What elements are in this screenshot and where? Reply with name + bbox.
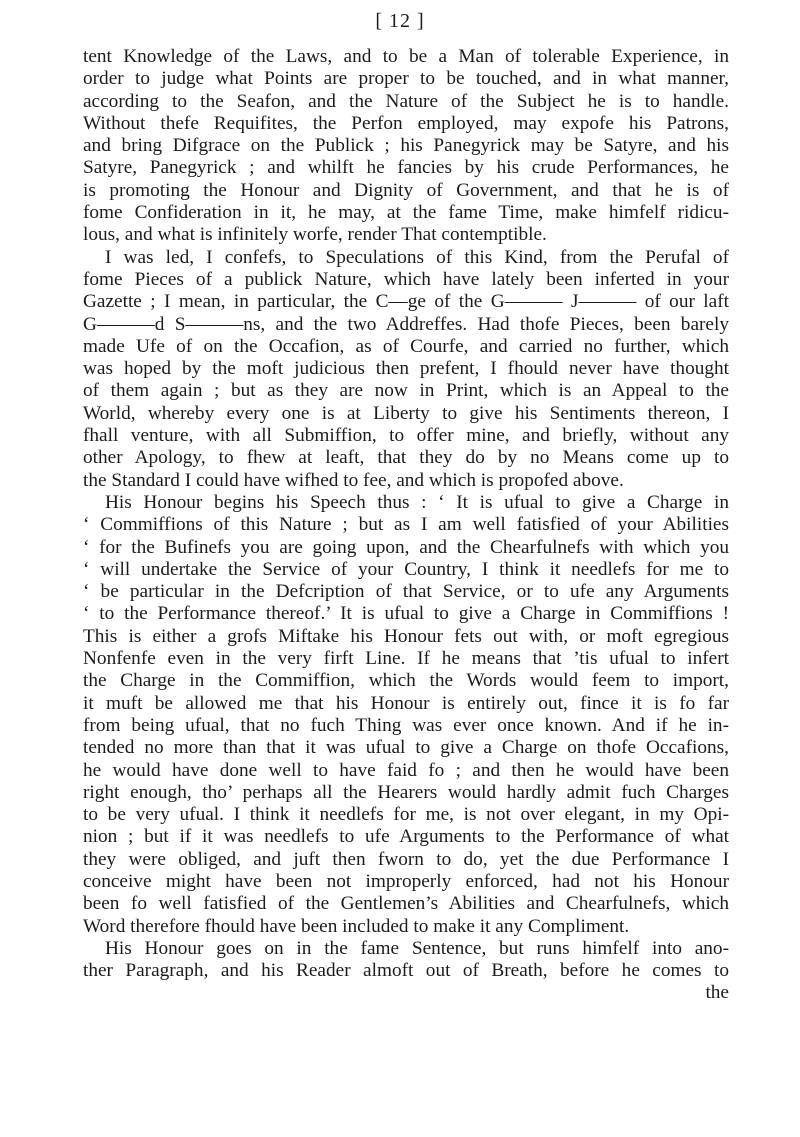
quoted-line: ‘ will undertake the Service of your Country, I think it needlefs for me to: [83, 558, 729, 580]
text-line: Satyre, Panegyrick ; and whilft he fancies by his crude Performances, he: [83, 157, 729, 179]
page-number: [ 12 ]: [375, 10, 425, 32]
text-line: they were obliged, and juft then fworn to do, yet the due Performance I: [83, 848, 729, 870]
text-line: G———d S———ns, and the two Addreffes. Had thofe Pieces, been barely: [83, 313, 729, 335]
paragraph-start-line: His Honour begins his Speech thus : ‘ It is ufual to give a Charge in: [105, 491, 729, 513]
text-line: fome Confideration in it, he may, at the fame Time, make himfelf ridicu-: [83, 202, 729, 224]
text-line: made Ufe of on the Occafion, as of Courfe, and carried no further, which: [83, 335, 729, 357]
text-line: nion ; but if it was needlefs to ufe Arguments to the Performance of what: [83, 826, 729, 848]
catchword: the: [705, 982, 729, 1004]
text-line: of them again ; but as they are now in Print, which is an Appeal to the: [83, 380, 729, 402]
text-line: from being ufual, that no fuch Thing was ever once known. And if he in-: [83, 714, 729, 736]
text-line: This is either a grofs Miftake his Honour fets out with, or moft egregious: [83, 625, 729, 647]
text-line: Nonfenfe even in the very firft Line. If he means that ’tis ufual to infert: [83, 648, 729, 670]
text-line: fhall venture, with all Submiffion, to offer mine, and briefly, without any: [83, 425, 729, 447]
text-line: the Charge in the Commiffion, which the Words would feem to import,: [83, 670, 729, 692]
quoted-line: ‘ to the Performance thereof.’ It is ufual to give a Charge in Commiffions !: [83, 603, 729, 625]
paragraph-start-line: I was led, I confefs, to Speculations of this Kind, from the Perufal of: [105, 246, 729, 268]
text-line: conceive might have been not improperly enforced, had not his Honour: [83, 870, 729, 892]
body-text: [83, 46, 729, 1005]
text-line: lous, and what is infinitely worfe, render That contemptible.: [83, 224, 547, 246]
text-line: World, whereby every one is at Liberty to give his Sentiments thereon, I: [83, 402, 729, 424]
text-line: Gazette ; I mean, in particular, the C—ge of the G——— J——— of our laft: [83, 291, 729, 313]
text-line: Without thefe Requifites, the Perfon employed, may expofe his Patrons,: [83, 112, 729, 134]
text-line: ther Paragraph, and his Reader almoft out of Breath, before he comes to: [83, 960, 729, 982]
text-line: other Apology, to fhew at leaft, that they do by no Means come up to: [83, 447, 729, 469]
quoted-line: ‘ be particular in the Defcription of that Service, or to ufe any Arguments: [83, 581, 729, 603]
text-line: is promoting the Honour and Dignity of Government, and that he is of: [83, 179, 729, 201]
text-line: he would have done well to have faid fo ; and then he would have been: [83, 759, 729, 781]
text-line: according to the Seafon, and the Nature of the Subject he is to handle.: [83, 90, 729, 112]
quoted-line: ‘ Commiffions of this Nature ; but as I am well fatisfied of your Abilities: [83, 514, 729, 536]
text-line: been fo well fatisfied of the Gentlemen’s Abilities and Chearfulnefs, which: [83, 893, 729, 915]
text-line: fome Pieces of a publick Nature, which have lately been inferted in your: [83, 268, 729, 290]
text-line: to be very ufual. I think it needlefs for me, is not over elegant, in my Opi-: [83, 804, 729, 826]
text-line: tended no more than that it was ufual to give a Charge on thofe Occafions,: [83, 737, 729, 759]
paragraph-start-line: His Honour goes on in the fame Sentence, but runs himfelf into ano-: [105, 937, 729, 959]
text-line: was hoped by the moft judicious then prefent, I fhould never have thought: [83, 358, 729, 380]
text-line: tent Knowledge of the Laws, and to be a Man of tolerable Experience, in: [83, 46, 729, 67]
text-line: right enough, tho’ perhaps all the Hearers would hardly admit fuch Charges: [83, 781, 729, 803]
text-line: the Standard I could have wifhed to fee, and which is propofed above.: [83, 469, 624, 491]
quoted-line: ‘ for the Bufinefs you are going upon, and the Chearfulnefs with which you: [83, 536, 729, 558]
text-line: it muft be allowed me that his Honour is entirely out, fince it is fo far: [83, 692, 729, 714]
text-line: and bring Difgrace on the Publick ; his Panegyrick may be Satyre, and his: [83, 135, 729, 157]
text-line: order to judge what Points are proper to be touched, and in what manner,: [83, 68, 729, 90]
text-line: Word therefore fhould have been included to make it any Compliment.: [83, 915, 630, 937]
